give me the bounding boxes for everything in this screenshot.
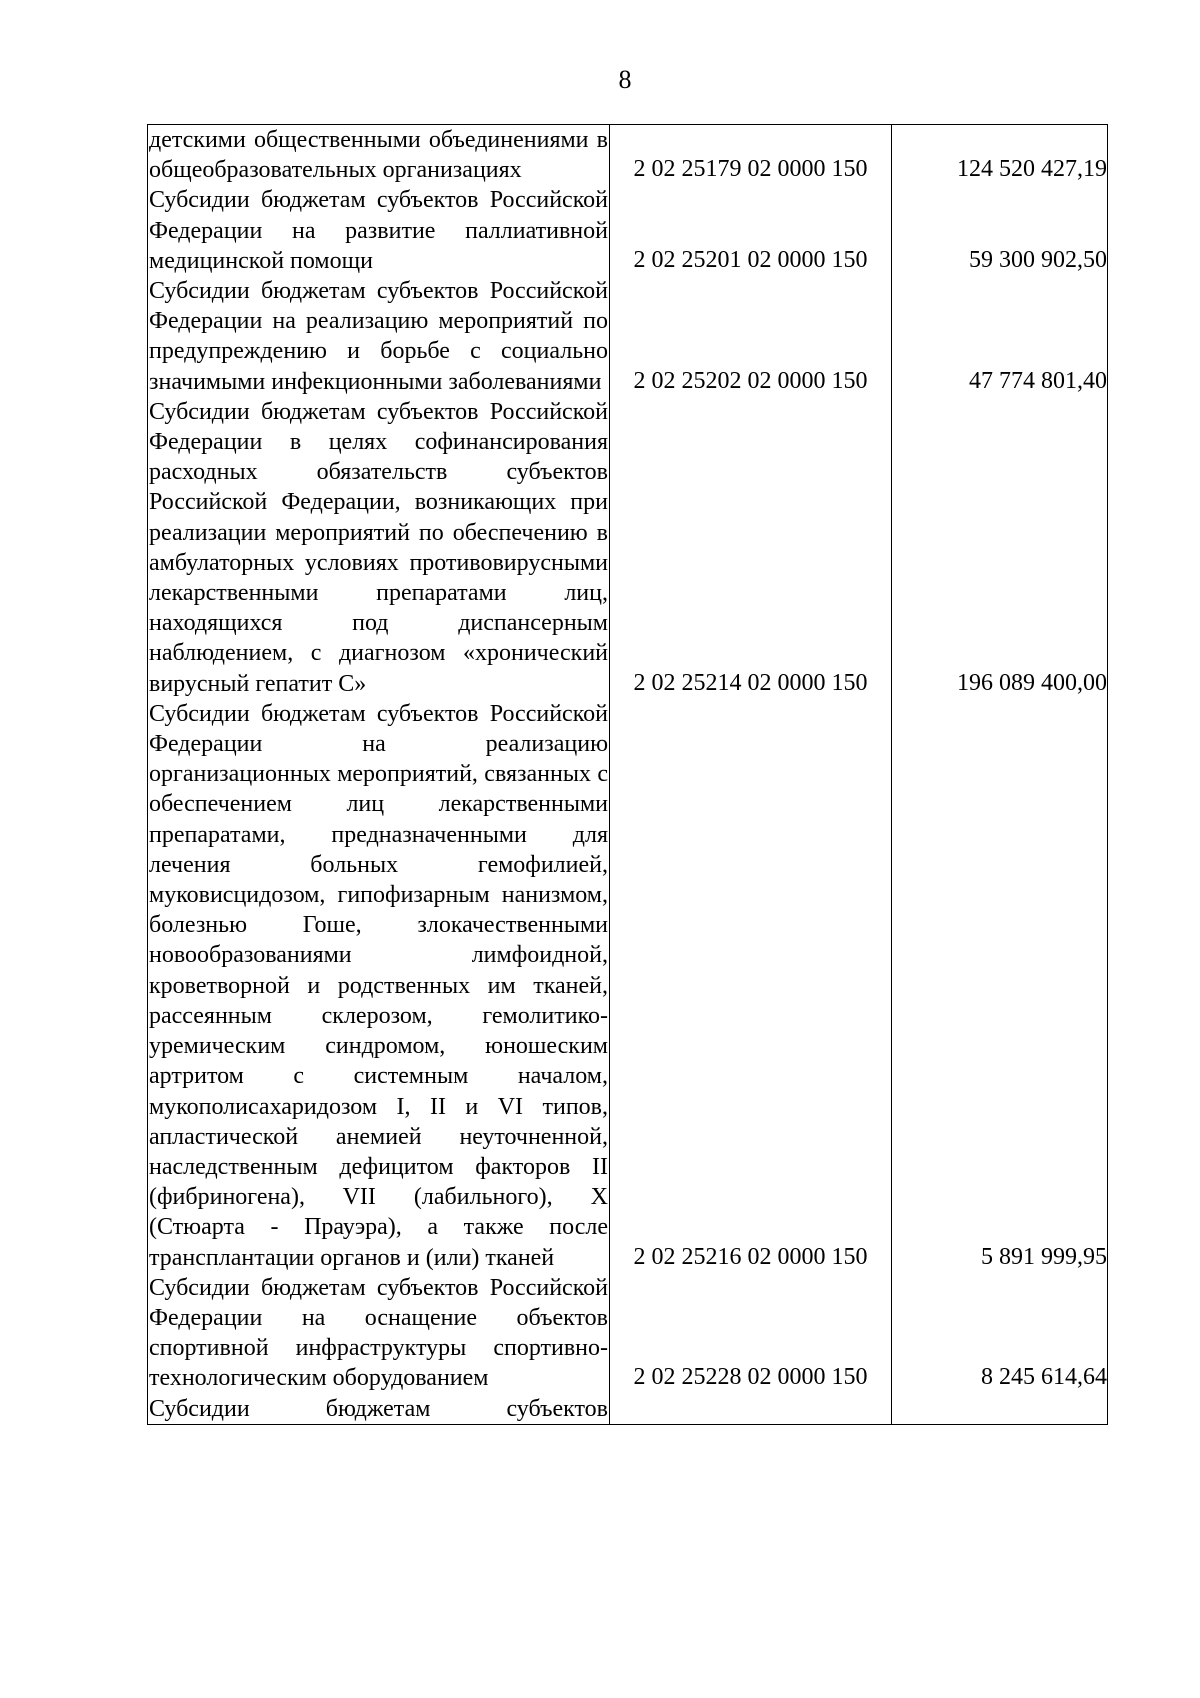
row-code: 2 02 25216 02 0000 150 (610, 699, 892, 1273)
row-amount: 5 891 999,95 (892, 699, 1108, 1273)
table-row (148, 125, 1108, 186)
row-name: Субсидии бюджетам субъектов (148, 1394, 610, 1425)
row-amount: 8 245 614,64 (892, 1273, 1108, 1394)
table-row (148, 1394, 1108, 1425)
row-name: Субсидии бюджетам субъектов Российской Федерации в целях софинансирования расходных обязательств субъектов Российской Федерации, возникающих при реализации мероприятий по обеспечению в амбулаторных условиях противовирусными лекарственными препаратами лиц, находящихся под диспансерным наблюдением, с диагнозом «хронический вирусный гепатит С» (148, 397, 610, 699)
row-name: детскими общественными объединениями в общеобразовательных организациях (148, 125, 610, 186)
row-code: 2 02 25201 02 0000 150 (610, 185, 892, 276)
row-name: Субсидии бюджетам субъектов Российской Федерации на реализацию мероприятий по предупреждению и борьбе с социально значимыми инфекционными заболеваниями (148, 276, 610, 397)
table-row (148, 397, 1108, 699)
row-amount (892, 1394, 1108, 1425)
row-amount: 59 300 902,50 (892, 185, 1108, 276)
budget-table (147, 124, 1108, 1425)
row-name: Субсидии бюджетам субъектов Российской Федерации на реализацию организационных мероприятий, связанных с обеспечением лиц лекарственными препаратами, предназначенными для лечения больных гемофилией, муковисцидозом, гипофизарным нанизмом, болезнью Гоше, злокачественными новообразованиями лимфоидной, кроветворной и родственных им тканей, рассеянным склерозом, гемолитико-уремическим синдромом, юношеским артритом с системным началом, мукополисахаридозом I, II и VI типов, апластической анемией неуточненной, наследственным дефицитом факторов II (фибриногена), VII (лабильного), X (Стюарта - Прауэра), а также после трансплантации органов и (или) тканей (148, 699, 610, 1273)
table-row (148, 699, 1108, 1273)
table-row (148, 1273, 1108, 1394)
row-code: 2 02 25228 02 0000 150 (610, 1273, 892, 1394)
row-amount: 196 089 400,00 (892, 397, 1108, 699)
row-name: Субсидии бюджетам субъектов Российской Федерации на развитие паллиативной медицинской помощи (148, 185, 610, 276)
row-code: 2 02 25214 02 0000 150 (610, 397, 892, 699)
row-amount: 124 520 427,19 (892, 125, 1108, 186)
table-row (148, 185, 1108, 276)
row-code: 2 02 25179 02 0000 150 (610, 125, 892, 186)
row-code: 2 02 25202 02 0000 150 (610, 276, 892, 397)
row-amount: 47 774 801,40 (892, 276, 1108, 397)
table-row (148, 276, 1108, 397)
page-number: 8 (618, 65, 632, 94)
row-name: Субсидии бюджетам субъектов Российской Федерации на оснащение объектов спортивной инфраструктуры спортивно-технологическим оборудованием (148, 1273, 610, 1394)
row-code (610, 1394, 892, 1425)
